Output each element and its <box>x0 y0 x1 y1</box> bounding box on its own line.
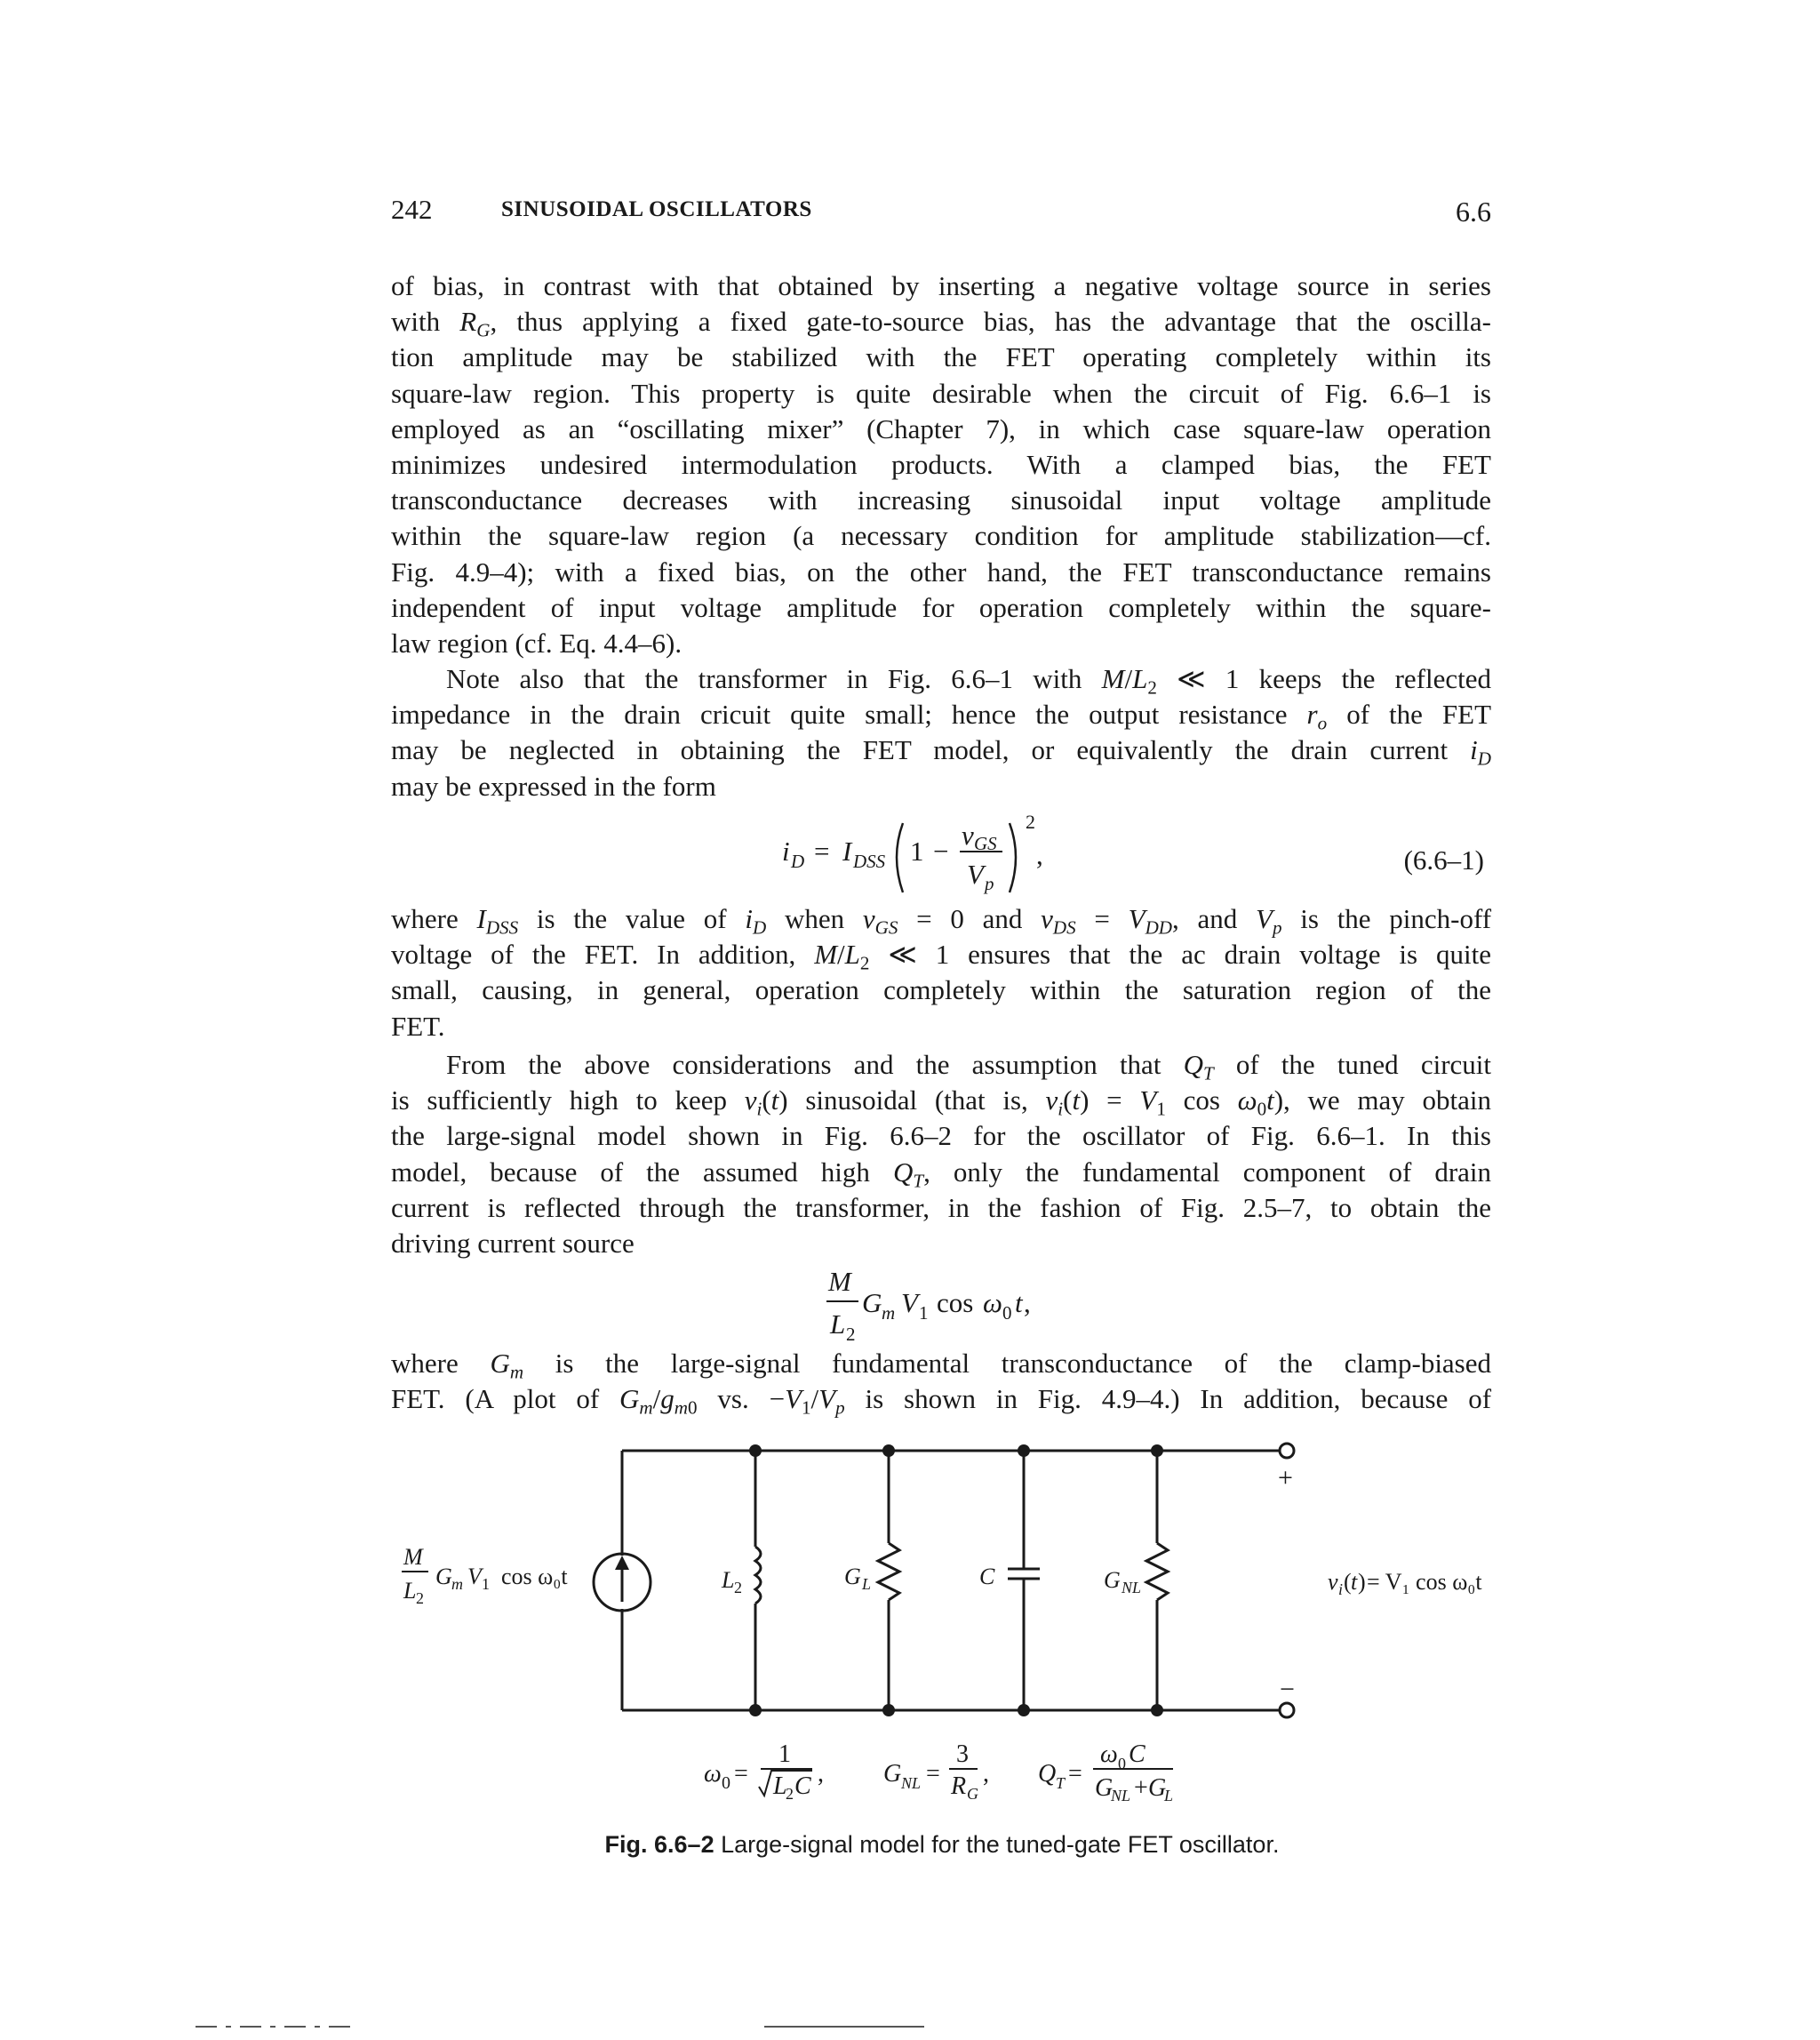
page-number: 242 <box>391 194 433 225</box>
svg-text:p: p <box>985 873 994 894</box>
svg-text:L: L <box>862 1575 872 1593</box>
svg-text:C: C <box>979 1564 995 1589</box>
text-line: the large-signal model shown in Fig. 6.6–2 for the oscillator of Fig. 6.6–1. In this <box>391 1120 1491 1152</box>
svg-text:i: i <box>1338 1580 1344 1598</box>
svg-text:L: L <box>1164 1787 1174 1804</box>
svg-text:v: v <box>962 820 974 851</box>
svg-text:m: m <box>882 1302 896 1324</box>
paragraph-4 <box>391 1047 1491 1261</box>
text-line: law region (cf. Eq. 4.4–6). <box>391 628 682 660</box>
svg-text:G: G <box>862 1287 882 1318</box>
svg-text:=: = <box>814 836 830 867</box>
scan-artifacts <box>0 2022 1820 2031</box>
text-line: square-law region. This property is quite desirable when the circuit of Fig. 6.6–1 is <box>391 377 1491 409</box>
text-line: independent of input voltage amplitude for operation completely within the square- <box>391 591 1491 623</box>
text-line: of bias, in contrast with that obtained by inserting a negative voltage source in series <box>391 270 1491 301</box>
text-line: FET. <box>391 1010 445 1042</box>
running-title: SINUSOIDAL OSCILLATORS <box>501 197 812 221</box>
svg-text:(: ( <box>1344 1569 1352 1595</box>
svg-text:i: i <box>782 836 790 867</box>
svg-text:G: G <box>435 1564 452 1589</box>
circuit-figure <box>391 1431 1493 1822</box>
svg-text:−: − <box>933 836 949 867</box>
svg-text:0: 0 <box>1002 1302 1012 1324</box>
svg-text:v: v <box>1328 1569 1338 1595</box>
svg-text:V: V <box>967 859 984 890</box>
svg-text:cos: cos <box>937 1287 974 1318</box>
running-header <box>391 194 1491 233</box>
svg-text:L: L <box>722 1567 735 1593</box>
svg-text:GS: GS <box>974 833 997 854</box>
svg-text:3: 3 <box>956 1740 969 1768</box>
svg-text:D: D <box>791 851 805 872</box>
text-line: where $I_{DSS}$ is the value of $i_D$ when $v_{GS} = 0$ and $v_{DS} = V_{DD}$, and $V_p$ is the pinch-off <box>391 903 1492 939</box>
svg-text:,: , <box>1024 1287 1031 1318</box>
svg-text:ω: ω <box>704 1760 722 1788</box>
svg-text:ω: ω <box>1100 1740 1118 1768</box>
svg-text:,: , <box>818 1760 824 1788</box>
text-line: driving current source <box>391 1228 635 1260</box>
text-line: may be neglected in obtaining the FET model, or equivalently the drain current $i_D$ <box>391 734 1492 770</box>
svg-text:G: G <box>1095 1774 1114 1802</box>
svg-text:V: V <box>467 1564 482 1589</box>
section-number: 6.6 <box>1456 196 1491 228</box>
svg-text:T: T <box>1056 1774 1066 1792</box>
svg-text:NL: NL <box>901 1774 922 1792</box>
svg-text:I: I <box>842 836 852 867</box>
text-line: model, because of the assumed high $Q_T$, only the fundamental component of drain <box>391 1156 1492 1191</box>
svg-text:G: G <box>1148 1774 1167 1802</box>
text-line: with $R_G$, thus applying a fixed gate-to-source bias, has the advantage that the oscilla- <box>391 306 1492 341</box>
text-line: transconductance decreases with increasing sinusoidal input voltage amplitude <box>391 484 1491 516</box>
svg-text:,: , <box>983 1760 989 1788</box>
svg-text:): ) <box>1358 1569 1366 1595</box>
svg-text:=: = <box>926 1760 940 1788</box>
svg-text:V: V <box>901 1287 918 1318</box>
paragraph-5 <box>391 1346 1491 1417</box>
equation-formula <box>782 807 1493 905</box>
minus-terminal: − <box>1280 1675 1295 1704</box>
svg-text:+: + <box>1134 1774 1148 1802</box>
svg-text:ω: ω <box>983 1287 1002 1318</box>
caption-label: Fig. 6.6–2 <box>604 1831 714 1858</box>
caption-text: Large-signal model for the tuned-gate FET oscillator. <box>721 1831 1280 1858</box>
text-line: voltage of the FET. In addition, $M/L_2$ ≪ 1 ensures that the ac drain voltage is quite <box>391 939 1491 974</box>
source-formula <box>826 1264 1182 1344</box>
svg-text:2: 2 <box>1026 811 1035 833</box>
text-line: is sufficiently high to keep $v_i(t)$ sinusoidal (that is, $v_i(t) = V_1$ $\cos \omega_0t$), we may obtain <box>391 1084 1492 1120</box>
text-line: FET. (A plot of $G_m/g_{m0}$ vs. $-V_1/V_p$ is shown in Fig. 4.9–4.) In addition, because of <box>391 1383 1492 1419</box>
svg-text:NL: NL <box>1111 1787 1131 1804</box>
text-line: small, causing, in general, operation completely within the saturation region of the <box>391 974 1491 1006</box>
svg-text:1: 1 <box>910 836 924 867</box>
svg-text:G: G <box>883 1760 902 1788</box>
svg-text:L: L <box>403 1578 417 1604</box>
text-line: From the above considerations and the assumption that $Q_T$ of the tuned circuit <box>446 1049 1492 1084</box>
paragraph-2 <box>391 661 1491 804</box>
svg-text:t: t <box>1351 1569 1358 1595</box>
text-line: where $G_m$ is the large-signal fundamental transconductance of the clamp-biased <box>391 1348 1492 1383</box>
circuit-diagram <box>391 1431 1493 1822</box>
text-line: employed as an “oscillating mixer” (Chapter 7), in which case square-law operation <box>391 412 1491 444</box>
svg-text:R: R <box>951 1772 967 1800</box>
figure-caption <box>391 1831 1493 1859</box>
equation-6-6-1 <box>782 807 1493 905</box>
text-line: current is reflected through the transformer, in the fashion of Fig. 2.5–7, to obtain the <box>391 1191 1491 1223</box>
svg-text:NL: NL <box>1122 1579 1142 1596</box>
paragraph-1 <box>391 268 1491 661</box>
source-label: cos ω₀t <box>501 1564 568 1589</box>
svg-text:C: C <box>794 1772 811 1800</box>
text-line: may be expressed in the form <box>391 770 716 802</box>
svg-text:M: M <box>403 1544 423 1570</box>
svg-text:G: G <box>1104 1567 1121 1593</box>
svg-text:t: t <box>1015 1287 1023 1318</box>
text-line: within the square-law region (a necessary condition for amplitude stabilization—cf. <box>391 520 1491 552</box>
paragraph-3 <box>391 901 1491 1044</box>
svg-text:G: G <box>967 1785 978 1803</box>
svg-text:L: L <box>830 1308 846 1340</box>
svg-text:0: 0 <box>1118 1755 1126 1772</box>
svg-text:2: 2 <box>786 1785 794 1803</box>
text-line: tion amplitude may be stabilized with the FET operating completely within its <box>391 341 1491 373</box>
driving-source-expression <box>826 1264 1182 1344</box>
svg-text:2: 2 <box>416 1589 424 1607</box>
svg-text:,: , <box>1036 839 1043 870</box>
plus-terminal: + <box>1278 1463 1293 1492</box>
svg-text:=: = <box>734 1760 748 1788</box>
svg-text:1: 1 <box>482 1575 490 1593</box>
svg-text:0: 0 <box>722 1773 730 1793</box>
svg-text:m: m <box>451 1575 463 1593</box>
text-line: minimizes undesired intermodulation products. With a clamped bias, the FET <box>391 449 1491 481</box>
svg-text:DSS: DSS <box>853 851 886 872</box>
equation-number: (6.6–1) <box>1403 844 1484 876</box>
svg-text:2: 2 <box>734 1579 742 1596</box>
svg-text:=: = <box>1068 1760 1082 1788</box>
svg-text:Q: Q <box>1038 1760 1057 1788</box>
svg-text:2: 2 <box>846 1324 856 1344</box>
svg-text:L: L <box>773 1772 787 1800</box>
svg-text:1: 1 <box>919 1302 929 1324</box>
text-line: impedance in the drain cricuit quite small; hence the output resistance $r_o$ of the FET <box>391 699 1492 734</box>
svg-text:1: 1 <box>778 1740 791 1768</box>
svg-text:C: C <box>1129 1740 1145 1768</box>
text-line: Fig. 4.9–4); with a fixed bias, on the other hand, the FET transconductance remains <box>391 556 1491 588</box>
text-line: Note also that the transformer in Fig. 6.6–1 with $M/L_2$ ≪ 1 keeps the reflected <box>446 663 1492 699</box>
output-voltage-label: = V₁ cos ω₀t <box>1367 1569 1482 1595</box>
svg-text:G: G <box>844 1564 861 1589</box>
svg-text:M: M <box>828 1266 851 1297</box>
